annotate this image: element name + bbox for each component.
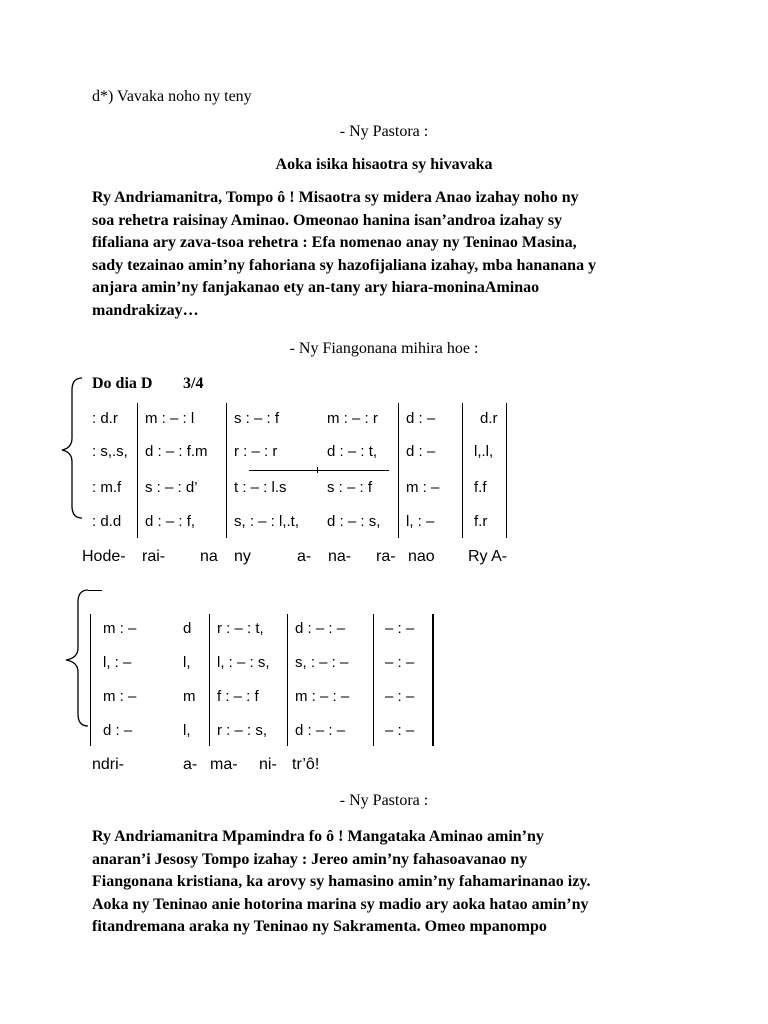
section-heading: d*) Vavaka noho ny teny bbox=[92, 88, 252, 105]
prayer-line: sady tezainao amin’ny fahoriana sy hazofijaliana izahay, mba hananana y bbox=[92, 256, 597, 274]
bar-line bbox=[226, 403, 227, 538]
solfa-cell: s, : – : – bbox=[295, 654, 349, 671]
lyric-syllable: ra- bbox=[376, 548, 396, 565]
bar-line bbox=[287, 614, 288, 746]
bar-line bbox=[137, 403, 138, 538]
prayer-paragraph-2 bbox=[92, 826, 692, 939]
solfa-cell: d : – : – bbox=[295, 620, 346, 637]
solfa-cell: : s,.s, bbox=[92, 443, 128, 460]
solfa-cell: : m.f bbox=[92, 479, 122, 496]
solfa-cell: d : – bbox=[103, 722, 133, 739]
solfa-cell: s : – : f bbox=[234, 410, 280, 427]
tie-divider bbox=[317, 467, 318, 473]
solfa-cell: m : – bbox=[103, 620, 137, 637]
solfa-cell: d : – : – bbox=[295, 722, 346, 739]
lyric-syllable: a- bbox=[297, 548, 312, 565]
solfa-cell: l, : – bbox=[406, 513, 435, 530]
solfa-cell: m : – : – bbox=[295, 688, 350, 705]
solfa-cell: – : – bbox=[385, 688, 415, 705]
lyric-syllable: na- bbox=[328, 548, 352, 565]
solfa-cell: m : – : r bbox=[327, 410, 378, 427]
bar-line bbox=[90, 614, 91, 746]
prayer-title: Aoka isika hisaotra sy hivavaka bbox=[275, 156, 493, 173]
pastor-label: - Ny Pastora : bbox=[339, 123, 429, 140]
solfa-cell: d : – : s, bbox=[327, 513, 381, 530]
solfa-cell: s : – : f bbox=[327, 479, 373, 496]
prayer-line: fitandremana araka ny Teninao ny Sakramenta. Omeo mpanompo bbox=[92, 918, 547, 935]
bar-line bbox=[462, 403, 463, 538]
bar-line bbox=[209, 614, 210, 746]
prayer-line: fifaliana ary zava-tsoa rehetra : Efa nomenao anay ny Teninao Masina, bbox=[92, 234, 577, 251]
solfa-cell: d : – : f, bbox=[145, 513, 196, 530]
prayer-line: anjara amin’ny fanjakanao ety an-tany ary hiara-moninaAminao bbox=[92, 279, 540, 296]
bar-line bbox=[398, 403, 399, 538]
solfa-cell: f.f bbox=[474, 479, 487, 496]
tie-line bbox=[249, 470, 389, 471]
solfa-cell: f.r bbox=[474, 513, 488, 530]
solfa-cell: – : – bbox=[385, 620, 415, 637]
lyric-syllable: ndri- bbox=[92, 756, 125, 773]
lyric-syllable: na bbox=[200, 548, 218, 565]
final-bar-line bbox=[432, 614, 434, 746]
prayer-line: anaran’i Jesosy Tompo izahay : Jereo amin’ny fahasoavanao ny bbox=[92, 850, 528, 868]
solfa-cell: l,.l, bbox=[474, 443, 494, 460]
lyric-syllable: nao bbox=[408, 548, 435, 565]
brace-icon bbox=[58, 588, 98, 728]
solfa-cell: s : – : d’ bbox=[145, 479, 198, 496]
brace-tick bbox=[88, 590, 102, 591]
prayer-line: Fiangonana kristiana, ka arovy sy hamasino amin’ny fahamarinanao izy. bbox=[92, 873, 591, 890]
lyric-syllable: rai- bbox=[142, 548, 166, 565]
solfa-cell: r : – : s, bbox=[217, 722, 268, 739]
solfa-cell: : d.d bbox=[92, 513, 122, 530]
bar-line bbox=[373, 614, 374, 746]
lyric-syllable: ma- bbox=[210, 756, 238, 773]
lyric-syllable: ni- bbox=[259, 756, 277, 773]
solfa-cell: d : – bbox=[406, 443, 436, 460]
key-label: Do dia D bbox=[92, 375, 153, 392]
solfa-cell: f : – : f bbox=[217, 688, 259, 705]
solfa-cell: l, bbox=[183, 722, 191, 739]
solfa-cell: l, : – bbox=[103, 654, 132, 671]
solfa-cell: r : – : r bbox=[234, 443, 278, 460]
solfa-cell: m : – bbox=[103, 688, 137, 705]
time-signature: 3/4 bbox=[183, 375, 204, 392]
prayer-line: Ry Andriamanitra Mpamindra fo ô ! Mangataka Aminao amin’ny bbox=[92, 828, 544, 845]
lyric-syllable: a- bbox=[183, 756, 198, 773]
solfa-cell: m : – : l bbox=[145, 410, 195, 427]
solfa-cell: r : – : t, bbox=[217, 620, 264, 637]
solfa-cell: d : – : f.m bbox=[145, 443, 208, 460]
solfa-cell: d.r bbox=[480, 410, 498, 427]
lyric-syllable: Hode- bbox=[82, 548, 126, 565]
solfa-cell: t : – : l.s bbox=[234, 479, 287, 496]
brace-icon bbox=[58, 376, 88, 520]
prayer-paragraph-1 bbox=[92, 187, 692, 322]
solfa-cell: m bbox=[183, 688, 196, 705]
prayer-line: soa rehetra raisinay Aminao. Omeonao hanina isan’androa izahay sy bbox=[92, 211, 563, 229]
pastor-label: - Ny Pastora : bbox=[339, 792, 429, 809]
solfa-cell: l, : – : s, bbox=[217, 654, 270, 671]
bar-line bbox=[506, 403, 507, 538]
prayer-line: Ry Andriamanitra, Tompo ô ! Misaotra sy midera Anao izahay noho ny bbox=[92, 189, 579, 206]
prayer-line: mandrakizay… bbox=[92, 301, 199, 319]
solfa-cell: l, bbox=[183, 654, 191, 671]
solfa-cell: – : – bbox=[385, 722, 415, 739]
solfa-cell: – : – bbox=[385, 654, 415, 671]
solfa-cell: : d.r bbox=[92, 410, 118, 427]
solfa-cell: d : – : t, bbox=[327, 443, 378, 460]
lyric-syllable: ny bbox=[234, 548, 251, 565]
lyric-syllable: Ry A- bbox=[468, 548, 508, 565]
prayer-line: Aoka ny Teninao anie hotorina marina sy madio ary aoka hatao amin’ny bbox=[92, 895, 589, 913]
lyric-syllable: tr’ô! bbox=[292, 756, 320, 773]
congregation-label: - Ny Fiangonana mihira hoe : bbox=[289, 340, 479, 357]
solfa-cell: s, : – : l,.t, bbox=[234, 513, 300, 530]
solfa-cell: d bbox=[183, 620, 192, 637]
solfa-cell: m : – bbox=[406, 479, 440, 496]
solfa-cell: d : – bbox=[406, 410, 436, 427]
